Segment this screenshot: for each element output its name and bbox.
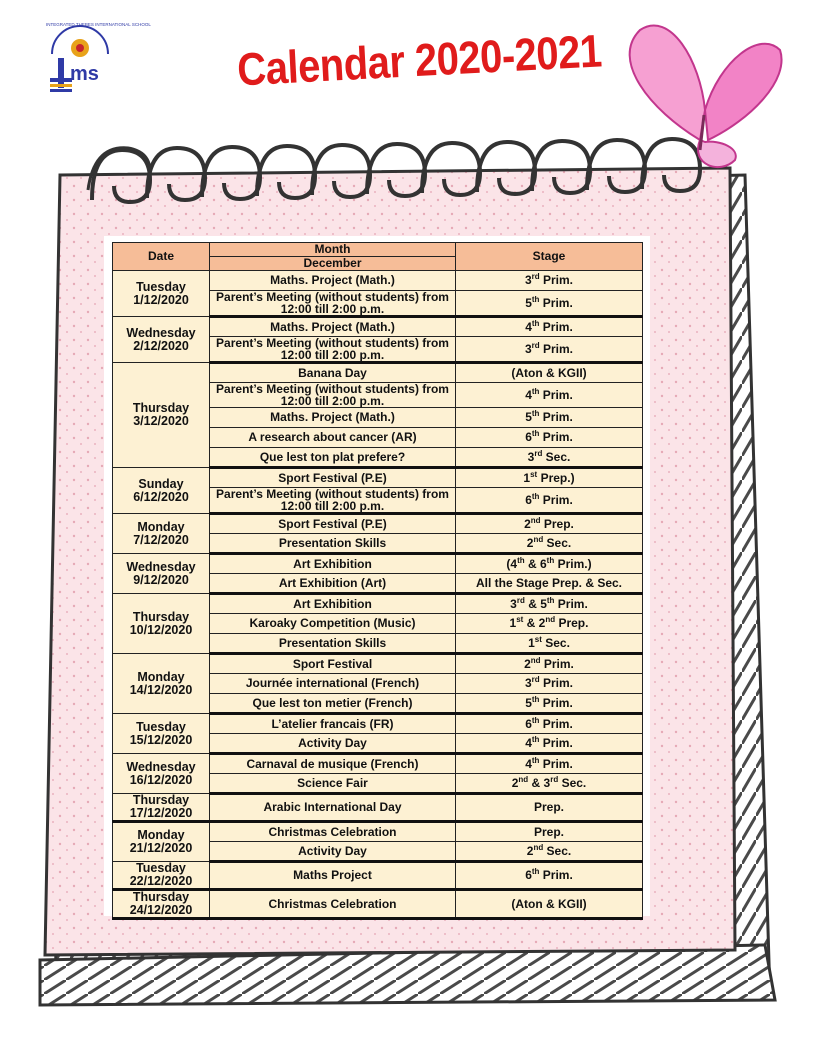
stage-level: Sec. <box>543 843 572 858</box>
stage-level: Prim. <box>539 735 573 750</box>
stage-number: 2 <box>524 656 531 671</box>
stage-number: 1 <box>523 470 531 485</box>
stage-cell <box>456 594 643 614</box>
stage-level: Sec. <box>542 449 571 464</box>
stage-level: Prim. <box>539 695 573 710</box>
stage-level: Prep. <box>555 616 589 630</box>
stage-suffix: th <box>546 555 555 565</box>
schedule-body <box>113 271 643 919</box>
event-cell: Karoaky Competition (Music) <box>210 614 456 634</box>
stage-number: 2 <box>524 516 531 531</box>
stage-level: Prim. <box>539 273 574 287</box>
stage-level: Prim. <box>539 716 573 731</box>
stage-suffix: th <box>531 734 540 744</box>
event-cell: Maths. Project (Math.) <box>210 271 456 291</box>
date-value: 2/12/2020 <box>133 338 189 353</box>
stage-number: 2 <box>511 775 519 790</box>
stage-number: 4 <box>525 387 532 402</box>
stage-level: Prim.) <box>554 556 592 571</box>
table-row <box>113 317 643 337</box>
day-name: Thursday <box>132 890 190 904</box>
table-row <box>113 654 643 674</box>
day-name: Wednesday <box>126 759 196 774</box>
date-value: 16/12/2020 <box>129 772 193 787</box>
stage-level: Prim. <box>539 676 574 690</box>
stage-level: Prim. <box>539 868 573 882</box>
event-cell: Christmas Celebration <box>210 822 456 842</box>
event-cell: Christmas Celebration <box>210 890 456 919</box>
stage-suffix: rd <box>516 595 525 605</box>
date-cell <box>113 654 210 714</box>
stage-suffix: th <box>531 294 540 304</box>
date-value: 9/12/2020 <box>133 572 189 587</box>
day-name: Thursday <box>132 609 190 624</box>
stage-suffix: th <box>531 491 540 501</box>
stage-number: 4 <box>525 756 532 771</box>
stage-cell <box>456 842 643 862</box>
event-cell: Parent’s Meeting (without students) from 12:00 till 2:00 p.m. <box>210 291 456 317</box>
logo-arc-text: INTEGRATED THEBES INTERNATIONAL SCHOOL <box>46 22 151 27</box>
stage-number: 3 <box>527 449 535 464</box>
event-cell: Sport Festival (P.E) <box>210 514 456 534</box>
stage-number: 1 <box>528 635 535 650</box>
stage-number: Prep. <box>533 824 564 839</box>
stage-number: Prep. <box>533 800 564 814</box>
day-name: Monday <box>137 669 185 684</box>
event-cell: Maths. Project (Math.) <box>210 317 456 337</box>
stage-suffix: nd <box>533 842 544 852</box>
stage-cell <box>456 634 643 654</box>
date-value: 3/12/2020 <box>133 414 189 428</box>
day-name: Tuesday <box>136 279 186 294</box>
stage-cell <box>456 654 643 674</box>
stage-number: 4 <box>525 319 532 334</box>
stage-suffix: rd <box>531 675 540 684</box>
stage-number: 1 <box>509 616 517 630</box>
date-value: 7/12/2020 <box>133 532 189 547</box>
stage-level: Prim. <box>539 756 573 771</box>
stage-suffix: rd <box>534 448 543 458</box>
stage-suffix: st <box>516 615 524 624</box>
stage-suffix: th <box>517 555 525 565</box>
event-cell: Maths Project <box>210 862 456 890</box>
table-row <box>113 794 643 822</box>
stage-cell <box>456 754 643 774</box>
stage-cell <box>456 862 643 890</box>
stage-number: 6 <box>525 430 532 444</box>
stage-number: 5 <box>525 410 532 424</box>
table-row <box>113 890 643 919</box>
stage-number: 2 <box>526 535 534 550</box>
stage-level: Prim. <box>539 319 573 334</box>
stage-number: 6 <box>525 716 532 731</box>
stage-suffix: rd <box>531 340 540 350</box>
stage-suffix: nd <box>518 774 529 784</box>
stage-number: (4 <box>506 556 518 571</box>
table-row <box>113 554 643 574</box>
stage-suffix: th <box>531 386 540 396</box>
stage-suffix: st <box>530 469 538 479</box>
event-cell: Parent’s Meeting (without students) from 12:00 till 2:00 p.m. <box>210 383 456 408</box>
date-value: 21/12/2020 <box>129 841 193 855</box>
event-cell: Banana Day <box>210 363 456 383</box>
stage-suffix: th <box>531 755 540 765</box>
stage-cell <box>456 674 643 694</box>
event-cell: Carnaval de musique (French) <box>210 754 456 774</box>
stage-cell <box>456 890 643 919</box>
date-cell <box>113 271 210 317</box>
day-name: Wednesday <box>126 559 196 574</box>
date-cell <box>113 468 210 514</box>
stage-cell <box>456 428 643 448</box>
logo-text: ms <box>70 63 99 85</box>
event-cell: Science Fair <box>210 774 456 794</box>
stage-number: 6 <box>525 492 532 507</box>
stage-level: & <box>523 616 539 630</box>
stage-suffix: th <box>531 867 540 876</box>
stage-suffix: th <box>546 595 555 605</box>
event-cell: Journée international (French) <box>210 674 456 694</box>
stage-cell <box>456 291 643 317</box>
table-row <box>113 468 643 488</box>
stage-suffix: th <box>531 694 540 704</box>
event-cell: Presentation Skills <box>210 534 456 554</box>
stage-cell <box>456 408 643 428</box>
stage-suffix: rd <box>531 272 540 281</box>
event-cell: Arabic International Day <box>210 794 456 822</box>
stage-cell <box>456 534 643 554</box>
table-row <box>113 862 643 890</box>
stage-number: 5 <box>525 295 532 310</box>
stage-level: Sec. <box>543 535 572 550</box>
stage-cell <box>456 714 643 734</box>
stage-cell <box>456 383 643 408</box>
date-cell <box>113 554 210 594</box>
stage-level: & <box>524 556 540 571</box>
day-name: Tuesday <box>136 861 186 875</box>
stage-number: 5 <box>540 596 547 611</box>
stage-level: Sec. <box>558 775 587 790</box>
stage-number: 4 <box>525 735 532 750</box>
stage-level: Prep. <box>540 516 574 531</box>
event-cell: Art Exhibition <box>210 594 456 614</box>
stage-number: 3 <box>510 596 517 611</box>
event-cell: Que lest ton metier (French) <box>210 694 456 714</box>
stage-number: 2 <box>538 616 546 630</box>
stage-cell <box>456 468 643 488</box>
date-cell <box>113 794 210 822</box>
event-cell: Sport Festival <box>210 654 456 674</box>
event-cell: Parent’s Meeting (without students) from 12:00 till 2:00 p.m. <box>210 488 456 514</box>
stage-number: All the Stage Prep. & Sec. <box>475 575 623 590</box>
stage-cell <box>456 614 643 634</box>
stage-cell <box>456 271 643 291</box>
event-cell: Parent’s Meeting (without students) from 12:00 till 2:00 p.m. <box>210 337 456 363</box>
date-value: 6/12/2020 <box>133 489 189 504</box>
stage-cell <box>456 774 643 794</box>
header-month: Month <box>210 243 456 257</box>
date-cell <box>113 714 210 754</box>
date-value: 10/12/2020 <box>129 622 193 637</box>
event-cell: Activity Day <box>210 734 456 754</box>
date-cell <box>113 317 210 363</box>
stage-suffix: th <box>531 715 540 725</box>
stage-suffix: nd <box>530 515 541 525</box>
table-row <box>113 594 643 614</box>
date-value: 15/12/2020 <box>129 732 193 747</box>
stage-level: Prim. <box>539 410 573 424</box>
date-cell <box>113 862 210 890</box>
stage-cell <box>456 317 643 337</box>
header-date: Date <box>113 243 210 271</box>
date-value: 14/12/2020 <box>129 682 193 697</box>
stage-suffix: th <box>531 409 540 418</box>
date-cell <box>113 754 210 794</box>
stage-level: & <box>528 775 544 790</box>
event-cell: L’atelier francais (FR) <box>210 714 456 734</box>
stage-level: Prep.) <box>537 470 575 485</box>
stage-number: 3 <box>524 273 532 287</box>
header-month-value: December <box>210 257 456 271</box>
event-cell: Sport Festival (P.E) <box>210 468 456 488</box>
event-cell: Presentation Skills <box>210 634 456 654</box>
stage-level: Prim. <box>539 295 573 310</box>
stage-number: 6 <box>539 556 547 571</box>
day-name: Wednesday <box>126 325 196 340</box>
event-cell: Activity Day <box>210 842 456 862</box>
date-value: 22/12/2020 <box>129 874 193 888</box>
stage-suffix: th <box>531 318 540 328</box>
stage-suffix: nd <box>545 615 556 624</box>
day-name: Thursday <box>132 401 190 415</box>
stage-cell <box>456 554 643 574</box>
stage-cell <box>456 337 643 363</box>
day-name: Sunday <box>138 476 184 491</box>
table-row <box>113 271 643 291</box>
stage-level: & <box>524 596 541 611</box>
stage-suffix: st <box>534 634 542 644</box>
stage-cell <box>456 514 643 534</box>
header-stage: Stage <box>456 243 643 271</box>
stage-cell <box>456 488 643 514</box>
table-row <box>113 363 643 383</box>
event-cell: A research about cancer (AR) <box>210 428 456 448</box>
date-cell <box>113 514 210 554</box>
stage-suffix: rd <box>550 774 559 784</box>
event-cell: Maths. Project (Math.) <box>210 408 456 428</box>
day-name: Thursday <box>132 793 190 807</box>
stage-number: 5 <box>525 695 532 710</box>
stage-level: Prim. <box>539 341 574 356</box>
date-cell <box>113 594 210 654</box>
date-value: 24/12/2020 <box>129 903 193 917</box>
stage-cell <box>456 734 643 754</box>
day-name: Monday <box>137 828 185 842</box>
date-value: 17/12/2020 <box>129 806 193 820</box>
stage-cell <box>456 822 643 842</box>
stage-number: (Aton & KGII) <box>511 896 587 911</box>
stage-level: Sec. <box>541 635 570 650</box>
stage-suffix: th <box>531 429 540 438</box>
page-title: Calendar 2020-2021 <box>236 26 603 96</box>
day-name: Tuesday <box>136 719 186 734</box>
stage-level: Prim. <box>539 430 573 444</box>
stage-cell <box>456 574 643 594</box>
stage-number: 2 <box>526 843 534 858</box>
stage-cell <box>456 363 643 383</box>
stage-number: 3 <box>543 775 551 790</box>
event-cell: Art Exhibition (Art) <box>210 574 456 594</box>
school-logo <box>40 14 151 104</box>
stage-number: (Aton & KGII) <box>511 365 587 380</box>
schedule-table <box>112 242 643 920</box>
event-cell: Art Exhibition <box>210 554 456 574</box>
stage-level: Prim. <box>554 596 588 611</box>
event-cell: Que lest ton plat prefere? <box>210 448 456 468</box>
stage-level: Prim. <box>539 387 573 402</box>
date-cell <box>113 890 210 919</box>
table-row <box>113 822 643 842</box>
stage-level: Prim. <box>539 492 573 507</box>
stage-level: Prim. <box>540 656 574 671</box>
stage-number: 3 <box>524 341 532 356</box>
stage-suffix: nd <box>530 655 541 665</box>
stage-cell <box>456 694 643 714</box>
stage-cell <box>456 794 643 822</box>
stage-cell <box>456 448 643 468</box>
day-name: Monday <box>137 519 185 534</box>
date-cell <box>113 822 210 862</box>
table-row <box>113 754 643 774</box>
stage-number: 3 <box>524 676 532 690</box>
date-cell <box>113 363 210 468</box>
stage-suffix: nd <box>533 534 544 544</box>
table-row <box>113 514 643 534</box>
table-row <box>113 714 643 734</box>
stage-number: 6 <box>525 868 532 882</box>
date-value: 1/12/2020 <box>133 292 189 307</box>
